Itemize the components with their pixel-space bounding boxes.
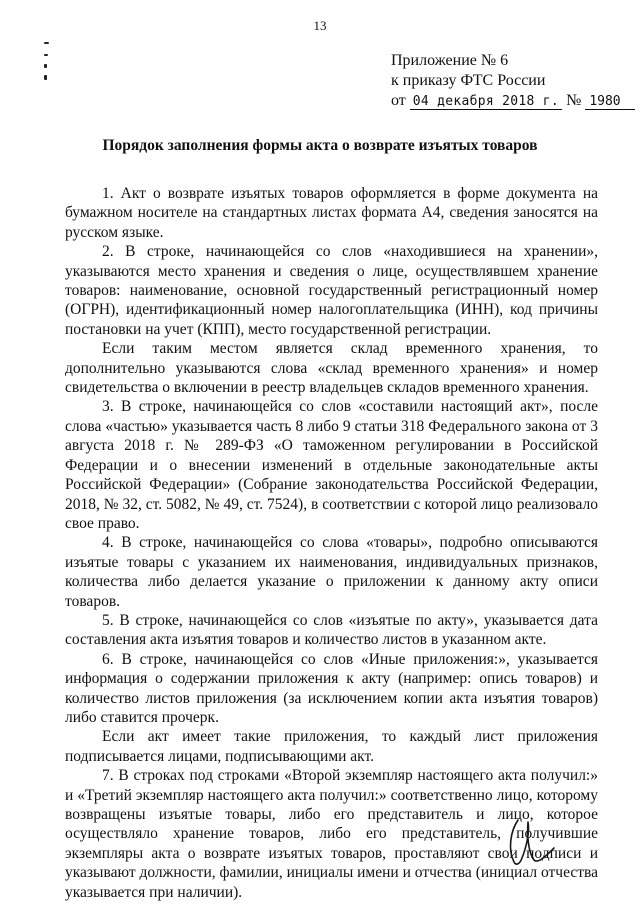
paragraph-6-note: Если акт имеет такие приложения, то каждый лист приложения подписывается лицами, подписывающими акт.	[65, 728, 598, 765]
paragraph-7: 7. В строках под строками «Второй экземпляр настоящего акта получил:» и «Третий экземпляр настоящего акта получил:» соответственно лицо, которому возвращены изъятые товары, либо его представитель и лицо, которое осуществляло хранение товаров, либо его представитель, получившие экземпляры акта о возврате изъятых товаров, проставляют свои подписи и указывают должности, фамилии, инициалы имени и отчества (инициал отчества указывается при наличии).	[65, 767, 598, 901]
appendix-title: Приложение № 6	[391, 52, 509, 69]
appendix-number-sign: №	[566, 92, 582, 109]
document-body	[65, 184, 598, 902]
paragraph-3: 3. В строке, начинающейся со слов «составили настоящий акт», после слова «частью» указывается часть 8 либо 9 статьи 318 Федерального закона от 3 августа 2018 г. № 289-ФЗ «О таможенном регулировании в Российской Федерации и о внесении изменений в отдельные законодательные акты Российской Федерации» (Собрание законодательства Российской Федерации, 2018, № 32, ст. 5082, № 49, ст. 7524), в соответствии с которой лицо реализовало свое право.	[65, 398, 598, 532]
appendix-number: 1980	[585, 94, 634, 110]
appendix-date-prefix: от	[391, 92, 406, 109]
margin-marks	[44, 42, 52, 80]
appendix-date-line	[391, 91, 635, 112]
document-title: Порядок заполнения формы акта о возврате изъятых товаров	[102, 137, 538, 154]
appendix-date: 04 декабря 2018 г.	[410, 94, 562, 110]
initials-signature	[500, 812, 560, 872]
paragraph-1: 1. Акт о возврате изъятых товаров оформляется в форме документа на бумажном носителе на стандартных листах формата А4, сведения заносятся на русском языке.	[65, 185, 598, 241]
paragraph-2: 2. В строке, начинающейся со слов «находившиеся на хранении», указываются место хранения и сведения о лице, осуществлявшем хранение товаров: наименование, основной государственный регистрационный номер (ОГРН), идентификационный номер налогоплательщика (ИНН), код причины постановки на учет (КПП), место государственной регистрации.	[65, 243, 598, 338]
paragraph-4: 4. В строке, начинающейся со слова «товары», подробно описываются изъятые товары с указанием их наименования, индивидуальных признаков, количества либо делается указание о приложении к данному акту описи товаров.	[65, 534, 598, 610]
paragraph-2-note: Если таким местом является склад временного хранения, то дополнительно указываются слова «склад временного хранения» и номер свидетельства о включении в реестр владельцев складов временного хранения.	[65, 340, 598, 397]
paragraph-6: 6. В строке, начинающейся со слов «Иные приложения:», указывается информация о содержании приложения к акту (например: опись товаров) и количество листов приложения (за исключением копии акта изъятия товаров) либо ставится прочерк.	[65, 650, 598, 726]
appendix-block	[391, 51, 635, 112]
page-number: 13	[313, 18, 327, 33]
paragraph-5: 5. В строке, начинающейся со слов «изъятые по акту», указывается дата составления акта изъятия товаров и количество листов в указанном акте.	[65, 611, 598, 649]
appendix-order-ref: к приказу ФТС России	[391, 72, 546, 89]
